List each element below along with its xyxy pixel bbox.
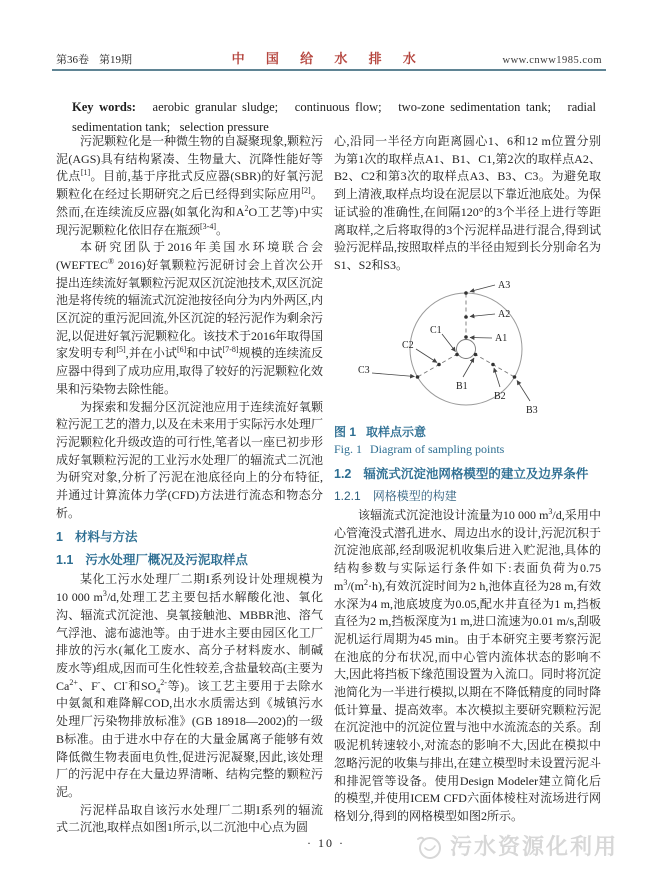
body-paragraph-2: 本研究团队于2016年美国水环境联合会(WEFTEC® 2016)好氧颗粒污泥研讨会上首次公开提出连续流好氧颗粒污泥双区沉淀池技术,双区沉淀池是将传统的辐流式沉淀池按径向分为内外两区,内区沉淀的重污泥回流,外区沉淀的轻污泥作为剩余污泥,以促进好氧污泥颗粒化。该技术于2016年取得国家发明专利[5],并在小试[6]和中试[7-8]规模的连续流反应器中得到了成功应用,取得了较好的污泥颗粒化效果和污染物去除性能。 <box>56 240 324 396</box>
section-heading-1-2 <box>334 464 601 482</box>
figure-number-en: Fig. 1 <box>334 442 363 457</box>
leader-arrow-a1 <box>470 337 492 338</box>
sampling-point-c1 <box>455 352 459 356</box>
sampling-point-label-b1: B1 <box>455 380 468 392</box>
issue-label: 第19期 <box>99 54 132 66</box>
body-paragraph-4: 某化工污水处理厂二期I系列设计处理规模为10 000 $m^3/d$,处理工艺主要包括水解酸化池、氧化沟、辐流式沉淀池、臭氧接触池、MBBR池、溶气气浮池、滤布滤池等。由于进水主要由园区化工厂排放的污水(氟化工废水、高分子材料废水、制碱废水等)组成,因而可生化性较差,含盐量较高(主要为$Ca^{2+}$、F-、Cl-和$SO_4^{2-}$等)。该工艺主要用于去除水中氨氮和难降解COD,出水水质需达到《城镇污水处理厂污染物排放标准》(GB 18918—2002)的一级B标准。由于进水中存在的大量金属离子能够有效降低微生物表面电负性,促进污泥凝聚,因此,该处理厂的污泥中存在大量边界清晰、结构完整的颗粒污泥。 <box>56 572 323 799</box>
sampling-point-c2 <box>437 362 441 366</box>
section-title: 网格模型的构建 <box>372 489 457 504</box>
figure-1-caption-zh <box>334 424 601 442</box>
body-paragraph-6: 心,沿同一半径方向距离圆心1、6和12 m位置分别为第1次的取样点A1、B1、C1,第2次的取样点A2、B2、C2和第3次的取样点A3、B3、C3。为避免取到上清液,取样点均设在泥层以下靠近池底处。为保证试验的准确性,在间隔120°的3个半径上进行等距离取样,之后将取得的3个污泥样品进行混合,得到试验污泥样品,按照取样点的半径由短到长分别命名为S1、S2和S3。 <box>334 134 602 272</box>
header-divider-rule <box>52 69 606 71</box>
journal-website: www.cnww1985.com <box>502 55 602 66</box>
body-paragraph-1: 污泥颗粒化是一种微生物的自凝聚现象,颗粒污泥(AGS)具有结构紧凑、生物量大、沉降性能好等优点[1]。目前,基于序批式反应器(SBR)的好氧污泥颗粒化在经过长期研究之后已经得到实际应用[2]。然而,在连续流反应器(如氧化沟和$A^2O$工艺等)中实现污泥颗粒化依旧存在瓶颈[3-4]。 <box>56 134 324 237</box>
section-title: 材料与方法 <box>74 530 138 545</box>
figure-1-caption-en <box>334 441 601 459</box>
watermark-logo-icon <box>414 831 444 861</box>
section-number: 1 <box>56 530 63 545</box>
sampling-point-c3 <box>415 375 419 379</box>
figure-title-en: Diagram of sampling points <box>370 442 505 457</box>
sampling-point-label-c1: C1 <box>429 324 442 336</box>
sampling-point-label-c3: C3 <box>357 364 370 376</box>
leader-arrow-b1 <box>463 358 474 377</box>
sampling-point-label-a3: A3 <box>497 279 510 291</box>
sampling-point-a3 <box>464 291 468 295</box>
journal-title: 中 国 给 水 排 水 <box>231 51 425 66</box>
body-paragraph-5: 污泥样品取自该污水处理厂二期I系列的辐流式二沉池,取样点如图1所示,以二沉池中心点为圆 <box>56 802 323 835</box>
sampling-point-label-b2: B2 <box>493 390 506 402</box>
right-text-column <box>334 133 601 826</box>
sampling-point-label-a2: A2 <box>497 308 510 320</box>
section-number: 1.2 <box>334 467 352 482</box>
volume-label: 第36卷 <box>56 54 89 66</box>
center-well-circle <box>456 339 475 358</box>
sampling-point-a1 <box>464 335 468 339</box>
sampling-point-label-a1: A1 <box>494 332 507 344</box>
sampling-point-b1 <box>473 352 477 356</box>
watermark <box>414 830 618 861</box>
section-heading-1 <box>56 527 323 545</box>
leader-arrow-b2 <box>494 368 500 387</box>
sampling-point-b3 <box>512 375 516 379</box>
sampling-point-label-c2: C2 <box>401 339 414 351</box>
leader-arrow-c2 <box>416 349 437 363</box>
keywords-label: Key words: <box>72 99 136 114</box>
page-number: · 10 · <box>307 836 345 850</box>
leader-arrow-b3 <box>517 380 530 401</box>
section-number: 1.1 <box>56 553 74 568</box>
sampling-point-b2 <box>491 362 495 366</box>
section-title: 辐流式沉淀池网格模型的建立及边界条件 <box>363 467 589 482</box>
section-number: 1.2.1 <box>334 489 361 504</box>
figure-number-zh: 图 1 <box>334 424 357 439</box>
leader-arrow-c3 <box>372 373 415 377</box>
leader-arrow-c1 <box>442 334 456 352</box>
sampling-points-diagram <box>346 277 590 419</box>
watermark-text: 污水资源化利用 <box>449 834 618 859</box>
body-paragraph-3: 为探索和发掘分区沉淀池应用于连续流好氧颗粒污泥工艺的潜力,以及在未来用于实际污水处理厂污泥颗粒化升级改造的可行性,笔者以一座已初步形成好氧颗粒污泥的工业污水处理厂的辐流式二沉池为研究对象,分析了污泥在池底径向上的分布特征,并通过计算流体力学(CFD)方法进行流态和物态分析。 <box>56 399 324 520</box>
section-heading-1-1 <box>56 550 323 568</box>
figure-title-zh: 取样点示意 <box>366 424 427 439</box>
section-title: 污水处理厂概况及污泥取样点 <box>85 553 248 568</box>
keywords-block <box>72 97 600 137</box>
sampling-point-label-b3: B3 <box>525 404 538 416</box>
section-heading-1-2-1 <box>334 487 601 504</box>
keywords-terms: aerobic granular sludge; continuous flow; two-zone sedimentation tank; radial sedimentation tank; selection pressure <box>72 99 600 134</box>
figure-1-sampling-diagram <box>334 277 601 424</box>
leader-arrow-a3 <box>470 285 495 292</box>
sampling-point-a2 <box>464 315 468 319</box>
leader-arrow-a2 <box>470 314 495 317</box>
journal-running-header <box>56 48 602 67</box>
left-text-column <box>56 133 323 837</box>
volume-issue <box>56 51 142 67</box>
body-paragraph-7: 该辐流式沉淀池设计流量为10 000 $m^3/d$,采用中心管淹没式潜孔进水、周边出水的设计,污泥沉积于沉淀池底部,经刮吸泥机收集后进入贮泥池,具体的结构参数与实际运行条件如下:表面负荷为0.75 $m^3/(m^2\cdot h)$,有效沉淀时间为2 h,池体直径为28 m,有效水深为4 m,池底坡度为0.05,配水井直径为1 m,挡板直径为2 m,挡板深度为1 m,进口流速为0.01 m/s,刮吸泥机运行周期为45 min。由于本研究主要考察污泥在池底的分布状况,而中心管内流体状态的影响不大,因此将挡板下缘范围设置为入流口。同时将沉淀池简化为一半进行模拟,以期在不降低精度的同时降低计算量、提高效率。本次模拟主要研究颗粒污泥在沉淀池中的沉淀位置与池中水流流态的关系。刮吸泥机转速较小,对流态的影响不大,因此在模拟中忽略污泥的收集与排出,在建立模型时未设置污泥斗和排泥管等设备。使用Design Modeler建立简化后的模型,并使用ICEM CFD六面体棱柱对流场进行网格划分,得到的网格模型如图2所示。 <box>334 507 602 823</box>
